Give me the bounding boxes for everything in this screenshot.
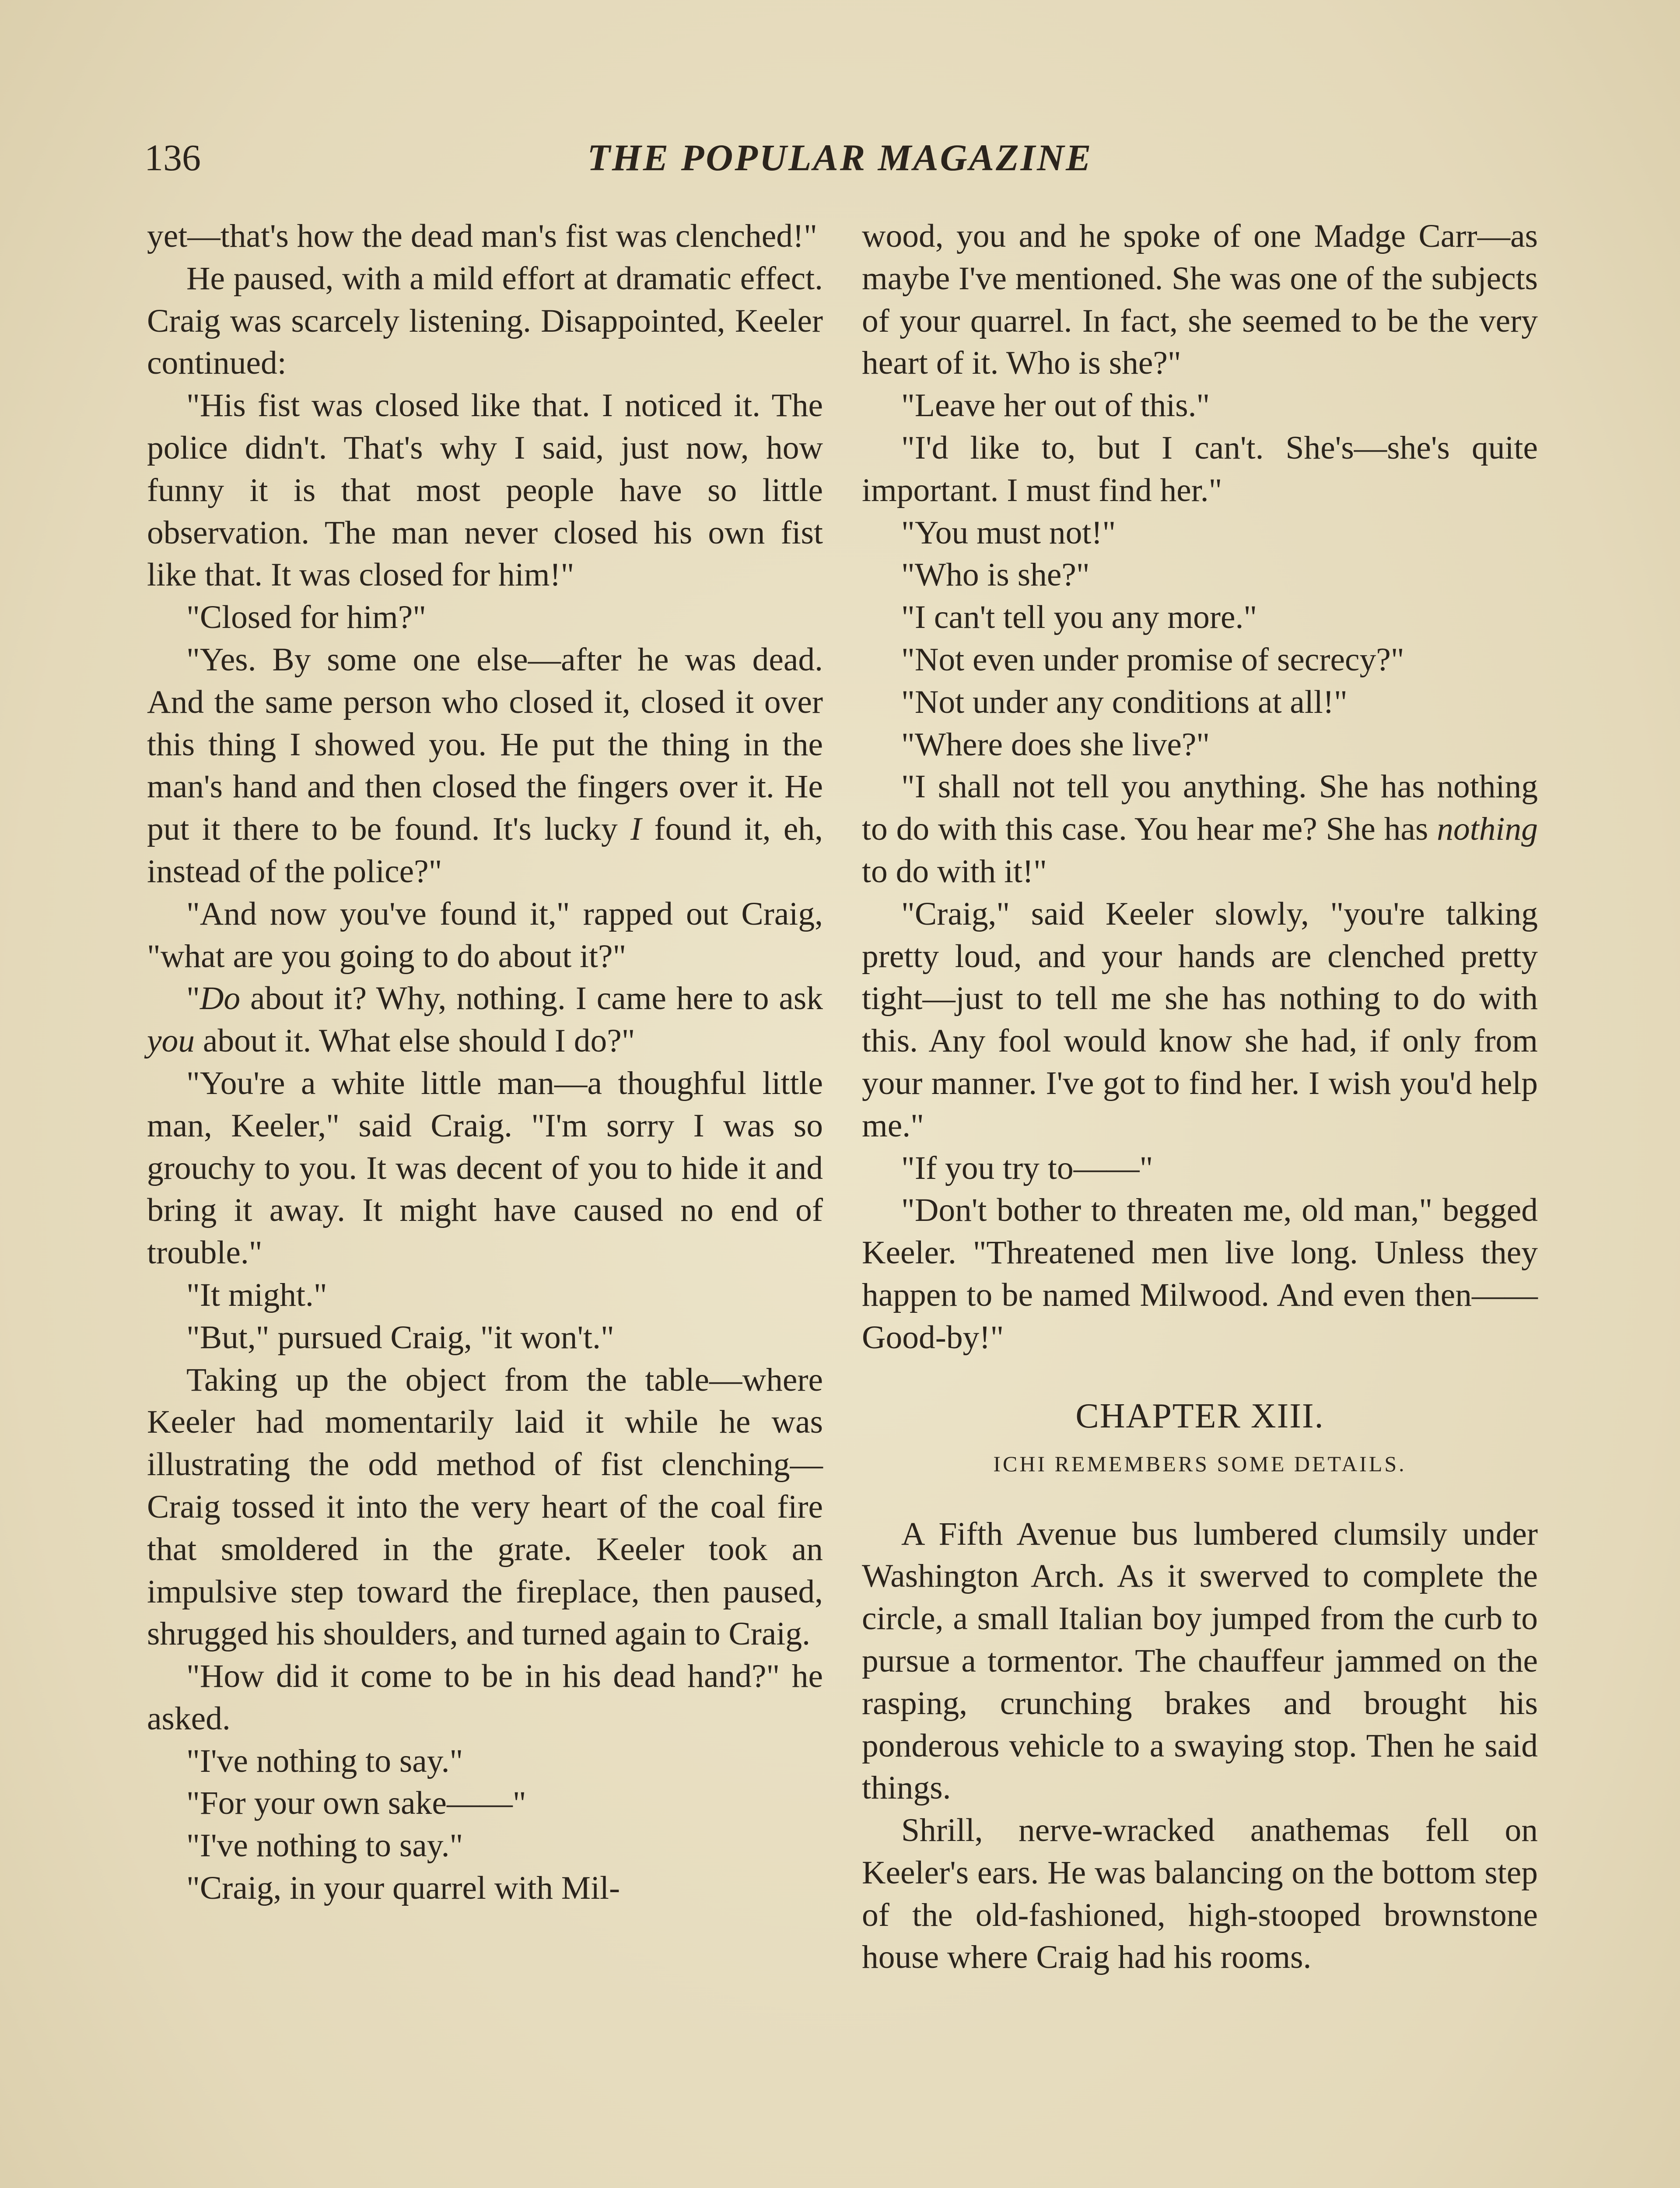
text-run: about it. What else should I do?" — [195, 1023, 635, 1059]
text-run: yet—that's how the dead man's fist was clenched!" — [147, 218, 817, 254]
paragraph — [862, 639, 1538, 681]
text-run: "But," pursued Craig, "it won't." — [186, 1319, 614, 1356]
italic-text: you — [147, 1023, 195, 1059]
paragraph — [147, 1274, 823, 1317]
left-column — [147, 215, 823, 1910]
paragraph — [862, 427, 1538, 512]
text-run: "I've nothing to say." — [186, 1827, 463, 1864]
paragraph — [862, 385, 1538, 427]
italic-text: Do — [200, 980, 241, 1017]
page-number: 136 — [144, 137, 201, 179]
text-run: A Fifth Avenue bus lumbered clumsily under Washington Arch. As it swerved to complete the circle, a small Italian boy jumped from the curb to pursue a tormentor. The chauffeur jammed on the rasping, crunching brakes and brought his ponderous vehicle to a swaying stop. Then he said things. — [862, 1515, 1538, 1806]
right-column — [862, 215, 1538, 1979]
text-run: Taking up the object from the table—where Keeler had momentarily laid it while he was illustrating the odd method of fist clenching—Craig tossed it into the very heart of the coal fire that smoldered in the grate. Keeler took an impulsive step toward the fireplace, then paused, shrugged his shoulders, and turned again to Craig. — [147, 1361, 823, 1652]
paragraph — [862, 554, 1538, 596]
paragraph — [147, 893, 823, 978]
text-run: Shrill, nerve-wracked anathemas fell on Keeler's ears. He was balancing on the bottom step of the old-fashioned, high-stooped brownstone house where Craig had his rooms. — [862, 1812, 1538, 1976]
paragraph — [862, 215, 1538, 385]
text-run: "How did it come to be in his dead hand?" he asked. — [147, 1658, 823, 1737]
paragraph — [147, 1867, 823, 1910]
paragraph — [147, 215, 823, 258]
text-run: "I can't tell you any more." — [901, 599, 1257, 636]
text-run: "Leave her out of this." — [901, 387, 1210, 424]
paragraph — [147, 978, 823, 1062]
italic-text: I — [630, 811, 642, 848]
paragraph — [862, 893, 1538, 1147]
paragraph — [862, 681, 1538, 724]
paragraph — [147, 1317, 823, 1359]
text-run: about it? Why, nothing. I came here to ask — [240, 980, 823, 1017]
running-head: THE POPULAR MAGAZINE — [587, 137, 1093, 179]
text-run: found it, eh, instead of the police?" — [147, 811, 823, 890]
text-run: "Craig, in your quarrel with Mil- — [186, 1870, 620, 1907]
text-run: "And now you've found it," rapped out Craig, "what are you going to do about it?" — [147, 895, 823, 975]
text-run: "Not even under promise of secrecy?" — [901, 641, 1404, 678]
paragraph — [147, 1740, 823, 1783]
paragraph — [147, 1825, 823, 1867]
text-run: wood, you and he spoke of one Madge Carr—as maybe I've mentioned. She was one of the subjects of your quarrel. In fact, she seemed to be the very heart of it. Who is she?" — [862, 218, 1538, 382]
paragraph — [862, 596, 1538, 639]
text-run: "Craig," said Keeler slowly, "you're talking pretty loud, and your hands are clenched pretty tight—just to tell me she has nothing to do with this. Any fool would know she had, if only from your manner. I've got to find her. I wish you'd help me." — [862, 895, 1538, 1144]
text-run: "I've nothing to say." — [186, 1743, 463, 1779]
right-column-text-top — [862, 215, 1538, 1359]
paragraph — [862, 1189, 1538, 1359]
text-run: "For your own sake——" — [186, 1785, 526, 1822]
page-header — [144, 131, 1536, 184]
text-run: "Closed for him?" — [186, 599, 427, 636]
right-column-text-bottom — [862, 1513, 1538, 1979]
text-run: "His fist was closed like that. I noticed it. The police didn't. That's why I said, just now, how funny it is that most people have so little observation. The man never closed his own fist like that. It was closed for him!" — [147, 387, 823, 593]
paragraph — [862, 724, 1538, 766]
paragraph — [147, 596, 823, 639]
left-column-text — [147, 215, 823, 1910]
text-run: "It might." — [186, 1276, 327, 1313]
paragraph — [147, 1062, 823, 1274]
text-run: "I shall not tell you anything. She has nothing to do with this case. You hear me? She has — [862, 768, 1538, 848]
text-run: "I'd like to, but I can't. She's—she's quite important. I must find her." — [862, 429, 1538, 508]
paragraph — [862, 1147, 1538, 1190]
text-run: "Not under any conditions at all!" — [901, 684, 1348, 720]
paragraph — [147, 639, 823, 893]
text-run: "If you try to——" — [901, 1150, 1153, 1186]
text-run: "Yes. By some one else—after he was dead. And the same person who closed it, closed it over this thing I showed you. He put the thing in the man's hand and then closed the fingers over it. He put it there to be found. It's lucky — [147, 641, 823, 848]
text-run: He paused, with a mild effort at dramatic effect. Craig was scarcely listening. Disappointed, Keeler continued: — [147, 260, 823, 382]
text-run: to do with it!" — [862, 853, 1047, 890]
text-run: "Who is she?" — [901, 557, 1090, 593]
chapter-title: CHAPTER XIII. — [1075, 1396, 1324, 1435]
paragraph — [147, 385, 823, 596]
paragraph — [862, 512, 1538, 554]
chapter-subtitle: ICHI REMEMBERS SOME DETAILS. — [993, 1451, 1407, 1476]
text-run: "Don't bother to threaten me, old man," begged Keeler. "Threatened men live long. Unless they happen to be named Milwood. And even then——Good-by!" — [862, 1192, 1538, 1356]
paragraph — [147, 1782, 823, 1825]
italic-text: nothing — [1437, 811, 1538, 848]
text-run: " — [186, 980, 200, 1017]
text-run: "You must not!" — [901, 514, 1116, 551]
paragraph — [862, 1513, 1538, 1810]
paragraph — [862, 766, 1538, 893]
text-run: "You're a white little man—a thoughful little man, Keeler," said Craig. "I'm sorry I was so grouchy to you. It was decent of you to hide it and bring it away. It might have caused no end of trouble." — [147, 1065, 823, 1271]
text-run: "Where does she live?" — [901, 726, 1210, 763]
paragraph — [147, 1655, 823, 1740]
paragraph — [862, 1809, 1538, 1979]
paragraph — [147, 1359, 823, 1656]
paragraph — [147, 258, 823, 385]
